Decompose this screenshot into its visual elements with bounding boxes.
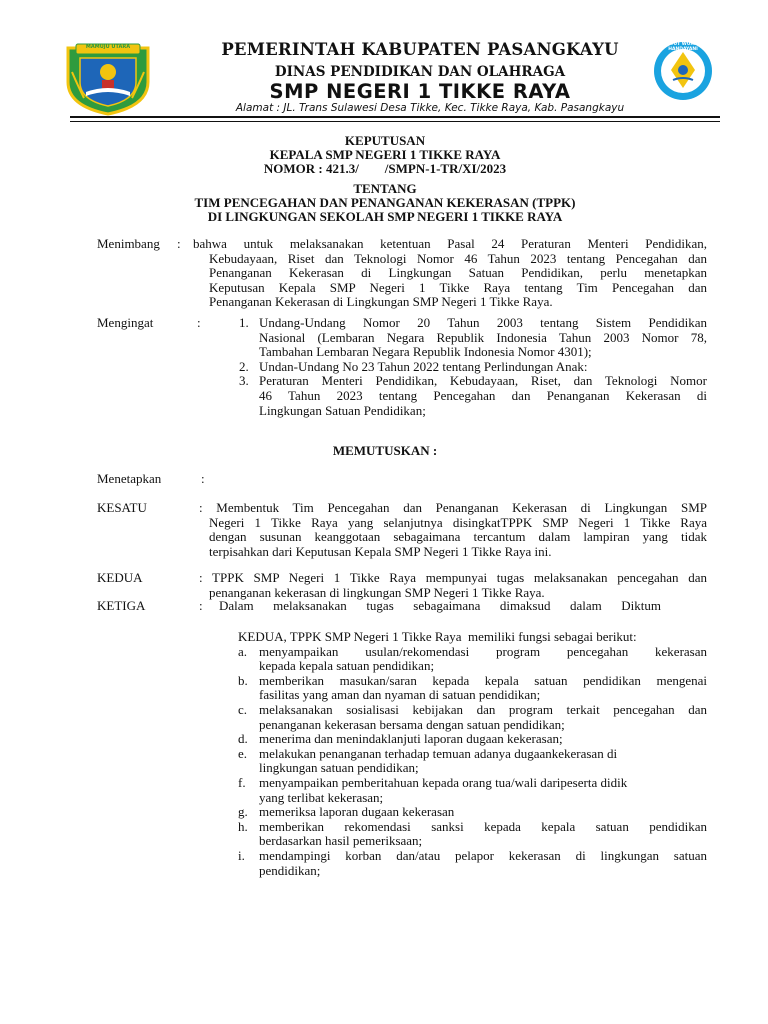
ketiga-intro: KEDUA, TPPK SMP Negeri 1 Tikke Raya memiliki fungsi sebagai berikut: [238,629,637,644]
tut-wuri-logo-text: TUT WURI HANDAYANI [668,42,698,52]
function-item-letter: f. [238,775,246,790]
regency-emblem-text: MAMUJU UTARA [85,44,131,50]
function-item-letter: d. [238,731,248,747]
function-item-letter: e. [238,745,248,761]
menimbang-line: Keputusan Kepala SMP Negeri 1 Tikke Raya tentang Tim Pencegahan dan [209,279,707,295]
function-item-line: berdasarkan hasil pemeriksaan; [259,833,423,849]
ketiga-line: Dalam melaksanakan tugas sebagaimana dimaksud dalam Diktum [219,598,661,613]
function-item-line: memberikan rekomendasi sanksi kepada kepala satuan pendidikan [259,818,707,834]
menimbang-line: Kebudayaan, Riset dan Teknologi Nomor 46 Tahun 2023 tentang Pencegahan dan [209,250,707,266]
kesatu-line: Negeri 1 Tikke Raya yang selanjutnya disingkatTPPK SMP Negeri 1 Tikke Raya [209,514,707,530]
kedua-line: penanganan kekerasan di lingkungan SMP Negeri 1 Tikke Raya. [209,584,545,600]
kesatu-label: KESATU [97,500,147,515]
function-item-line: kepada kepala satuan pendidikan; [259,658,435,674]
function-item-line: pendidikan; [259,862,321,878]
letterhead-rule-thin [70,121,720,122]
mengingat-item-line: 46 Tahun 2023 tentang Pencegahan dan Penanganan Kekerasan di [259,388,707,403]
kesatu-line: dengan susunan keanggotaan sebagaimana tercantum dalam lampiran yang tidak [209,529,707,545]
mengingat-item-line: Tambahan Lembaran Negara Republik Indonesia Nomor 4301); [259,344,592,360]
letterhead-department: DINAS PENDIDIKAN DAN OLAHRAGA [274,64,566,80]
function-item-line: lingkungan satuan pendidikan; [259,760,419,776]
mengingat-item-line: Nasional (Lembaran Negara Republik Indonesia Tahun 2003 Nomor 78, [259,329,707,345]
function-item-line: melakukan penanganan terhadap temuan adanya dugaankekerasan di [259,745,618,761]
function-item-line: menyampaikan usulan/rekomendasi program pencegahan kekerasan [259,643,707,659]
function-item-letter: g. [238,804,248,820]
mengingat-item-line: Undang-Undang Nomor 20 Tahun 2003 tentang Sistem Pendidikan [259,315,707,330]
function-item-letter: b. [238,672,248,688]
kesatu-line: terpisahkan dari Keputusan Kepala SMP Negeri 1 Tikke Raya ini. [209,543,552,559]
function-item-line: yang terlibat kekerasan; [259,789,384,805]
menimbang-label: Menimbang [97,236,160,251]
mengingat-item-number: 2. [239,358,249,374]
menetapkan-colon: : [201,471,205,486]
function-item-line: mendampingi korban dan/atau pelapor kekerasan di lingkungan satuan [259,848,707,863]
menimbang-line: bahwa untuk melaksanakan ketentuan Pasal 24 Peraturan Menteri Pendidikan, [193,236,707,251]
letterhead-school-name: SMP NEGERI 1 TIKKE RAYA [269,80,571,103]
function-item-letter: h. [238,818,248,834]
kedua-label: KEDUA [97,570,143,585]
mengingat-item-line: Lingkungan Satuan Pendidikan; [259,402,426,418]
function-item-line: melaksanakan sosialisasi kebijakan dan program terkait pencegahan dan [259,702,707,717]
mengingat-item-line: Undan-Undang No 23 Tahun 2022 tentang Perlindungan Anak: [259,358,588,374]
function-item-line: penanganan kekerasan bersama dengan satuan pendidikan; [259,716,565,732]
function-item-letter: a. [238,643,248,659]
mengingat-item-number: 3. [239,373,249,389]
title-kepala: KEPALA SMP NEGERI 1 TIKKE RAYA [269,147,501,162]
ketiga-colon: : [199,598,203,613]
title-keputusan: KEPUTUSAN [344,133,426,148]
function-item-line: menerima dan menindaklanjuti laporan dugaan kekerasan; [259,731,563,747]
letterhead-address: Alamat : JL. Trans Sulawesi Desa Tikke, Kec. Tikke Raya, Kab. Pasangkayu [235,102,625,114]
mengingat-colon: : [197,315,201,330]
function-item-line: memberikan masukan/saran kepada kepala satuan pendidikan mengenai [259,672,707,688]
regency-emblem-logo [62,42,154,116]
title-nomor: NOMOR : 421.3/ /SMPN-1-TR/XI/2023 [263,161,507,176]
kedua-line: : TPPK SMP Negeri 1 Tikke Raya mempunyai tugas melaksanakan pencegahan dan [199,570,707,585]
menimbang-line: Penanganan Kekerasan di Lingkungan SMP Negeri 1 Tikke Raya. [209,294,553,310]
memutuskan-heading: MEMUTUSKAN : [332,443,438,458]
function-item-letter: i. [238,848,245,863]
menimbang-line: Penanganan Kekerasan di Lingkungan Satuan Pendidikan, perlu menetapkan [209,265,707,281]
ketiga-label: KETIGA [97,598,146,613]
letterhead-government: PEMERINTAH KABUPATEN PASANGKAYU [221,40,619,59]
mengingat-label: Mengingat [97,315,154,330]
title-subject-line1: TIM PENCEGAHAN DAN PENANGANAN KEKERASAN (TPPK) [194,195,576,210]
function-item-line: fasilitas yang aman dan nyaman di satuan pendidikan; [259,687,541,703]
menimbang-colon: : [177,236,181,251]
letterhead-rule-thick [70,116,720,118]
mengingat-item-number: 1. [239,315,249,330]
title-subject-line2: DI LINGKUNGAN SEKOLAH SMP NEGERI 1 TIKKE RAYA [207,209,563,224]
kesatu-line: : Membentuk Tim Pencegahan dan Penanganan Kekerasan di Lingkungan SMP [199,500,707,515]
function-item-letter: c. [238,702,248,717]
function-item-line: memeriksa laporan dugaan kekerasan [259,804,455,820]
menetapkan-label: Menetapkan [97,471,162,486]
function-item-line: menyampaikan pemberitahuan kepada orang tua/wali daripeserta didik [259,775,628,790]
mengingat-item-line: Peraturan Menteri Pendidikan, Kebudayaan, Riset, dan Teknologi Nomor [259,373,707,389]
title-tentang: TENTANG [353,181,417,196]
